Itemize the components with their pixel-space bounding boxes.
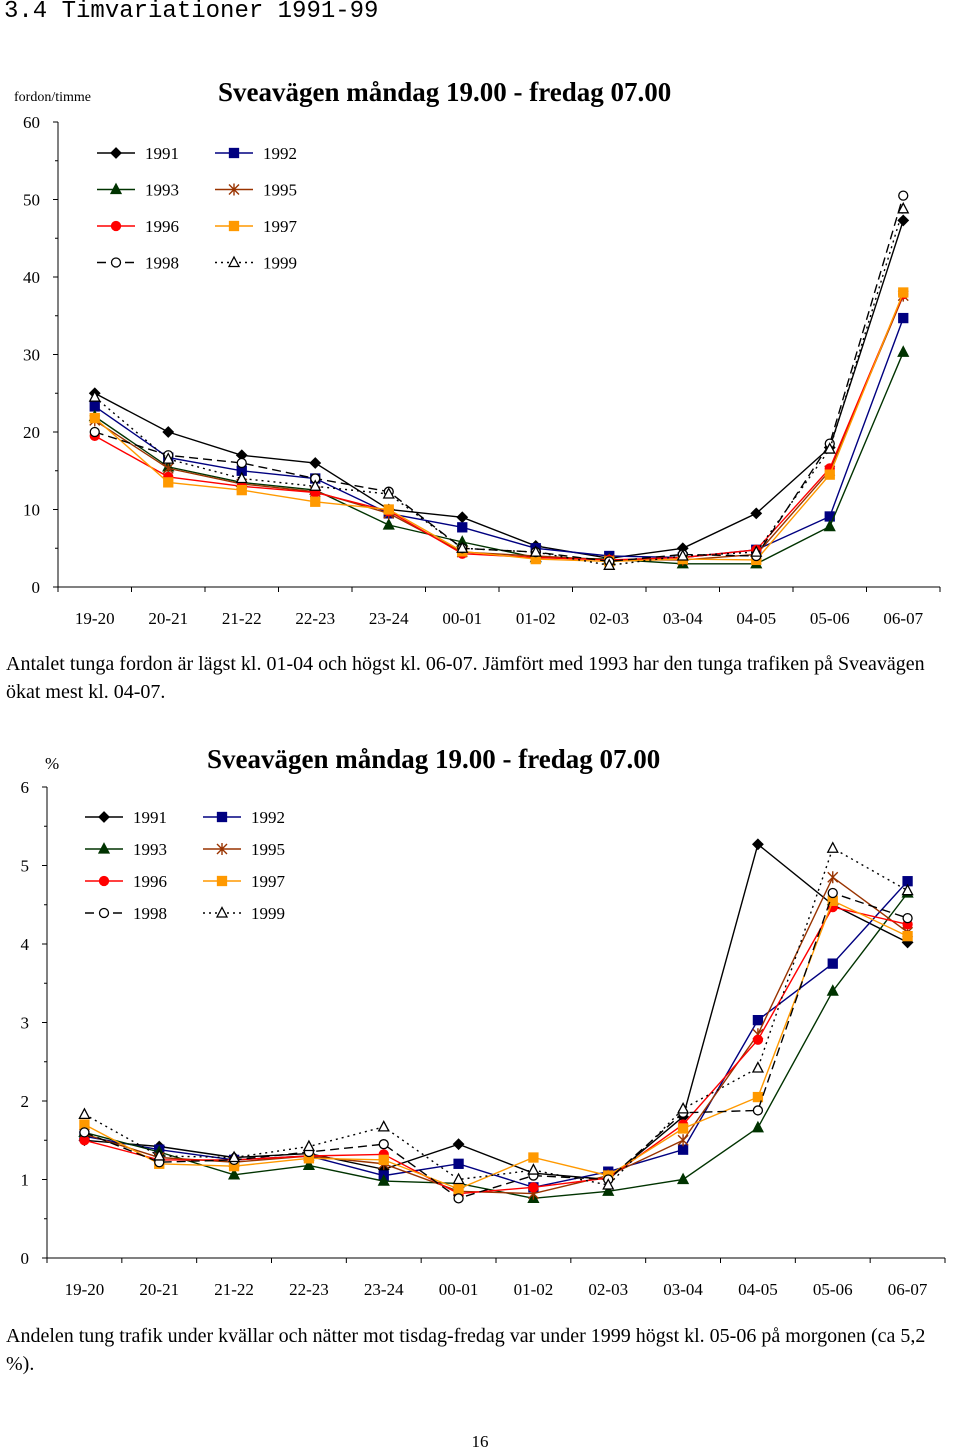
y-tick-label: 30 [23,345,40,365]
x-axis [47,1258,945,1299]
data-point [79,1109,89,1119]
legend-item-1997 [203,872,286,891]
legend-label: 1998 [145,253,179,273]
series-1992 [80,877,912,1192]
y-tick-label: 50 [23,190,40,210]
data-point [678,1134,688,1146]
paragraph-share: Andelen tung trafik under kvällar och nätter mot tisdag-fredag var under 1999 högst kl. 05-06 på morgonen (ca 5,2 %). [6,1325,926,1375]
data-point [528,1165,538,1175]
legend-label: 1991 [133,808,167,827]
data-point [454,1184,463,1193]
y-tick-label: 5 [20,856,29,876]
x-tick-label: 20-21 [148,609,189,628]
x-tick-label: 22-23 [289,1280,329,1299]
series-line [84,907,907,1194]
series-line [84,881,907,1187]
data-point [454,1159,463,1168]
legend-label: 1997 [263,217,297,236]
legend-label: 1995 [251,840,285,859]
data-point [753,1063,763,1073]
data-point [529,1153,538,1162]
data-point [828,871,838,883]
y-axis-unit-label: fordon/timme [14,90,91,105]
series-1993 [79,887,912,1202]
data-point [753,1093,762,1102]
y-tick-label: 2 [20,1092,29,1111]
series-line [84,893,907,1198]
series-1995 [79,871,912,1199]
x-tick-label: 05-06 [812,1280,853,1299]
data-point [828,959,837,968]
legend-marker [217,908,227,918]
x-tick-label: 02-03 [588,1280,629,1299]
y-tick-label: 0 [31,578,40,597]
x-tick-label: 03-04 [663,1280,703,1299]
x-tick-label: 04-05 [738,1280,778,1299]
y-tick-label: 6 [20,778,29,797]
legend-item-1996 [85,872,167,891]
legend-item-1998 [85,904,167,923]
legend-label: 1998 [133,904,167,923]
series-line [84,893,907,1198]
series-line [84,901,907,1189]
x-tick-label: 05-06 [809,609,850,628]
legend-marker [100,909,109,918]
legend-label: 1993 [133,840,167,859]
x-tick-label: 20-21 [139,1280,180,1299]
y-tick-label: 20 [23,423,40,442]
legend-marker [100,877,109,886]
x-tick-label: 23-24 [368,609,409,628]
legend-marker [99,844,109,854]
y-axis [21,778,48,1268]
y-tick-label: 40 [23,268,40,287]
legend-label: 1999 [263,253,297,273]
legend-label: 1999 [251,904,285,923]
legend [85,808,286,923]
x-tick-label: 06-07 [887,1280,928,1299]
y-tick-label: 3 [20,1013,29,1033]
legend-label: 1992 [251,808,285,827]
data-point [454,1139,464,1149]
data-point [379,1121,389,1131]
legend-item-1999 [203,904,285,923]
x-tick-label: 19-20 [74,609,115,628]
x-tick-label: 06-07 [883,609,924,628]
legend-label: 1992 [263,144,297,163]
legend-label: 1993 [145,180,179,200]
legend-item-1992 [203,808,285,827]
data-point [753,1122,763,1132]
y-tick-label: 0 [20,1249,29,1268]
x-tick-label: 21-22 [214,1280,254,1299]
data-point [903,914,912,923]
data-point [828,843,838,853]
x-tick-label: 03-04 [662,609,703,628]
data-point [903,932,912,941]
series-1999 [79,843,912,1189]
series-line [84,844,907,1179]
data-point [678,1174,688,1184]
x-tick-label: 00-01 [442,609,483,628]
y-tick-label: 4 [20,935,29,954]
series-1997 [80,896,912,1193]
chart-title: Sveavägen måndag 19.00 - fredag 07.00 [207,744,661,774]
y-tick-label: 60 [23,113,40,132]
x-tick-label: 04-05 [736,609,777,628]
legend-label: 1991 [145,144,179,163]
data-point [80,1128,89,1137]
series-1991 [79,839,912,1184]
legend-marker [218,877,227,886]
data-point [828,888,837,897]
data-point [379,1155,388,1164]
y-axis-unit-label: % [45,754,60,773]
series-lines [79,839,912,1203]
series-line [84,848,907,1185]
legend-marker [218,813,227,822]
x-tick-label: 02-03 [589,609,630,628]
data-point [304,1141,314,1151]
legend-item-1995 [203,840,285,859]
legend-label: 1996 [133,872,167,891]
x-tick-label: 23-24 [363,1280,404,1299]
y-tick-label: 1 [20,1170,29,1190]
legend-label: 1997 [251,872,285,891]
page-number: 16 [471,1432,489,1451]
data-point [679,1145,688,1154]
y-tick-label: 10 [23,500,40,520]
data-point [679,1124,688,1133]
data-point [529,1183,538,1192]
legend-label: 1996 [145,217,179,236]
x-tick-label: 19-20 [64,1280,105,1299]
data-point [454,1194,463,1203]
x-tick-label: 21-22 [221,609,262,628]
data-point [753,1035,762,1044]
page-heading: 3.4 Timvariationer 1991-99 [4,0,379,25]
data-point [903,885,913,895]
legend-item-1991 [85,808,167,827]
legend-marker [99,812,109,822]
chart-title: Sveavägen måndag 19.00 - fredag 07.00 [218,77,672,107]
x-tick-label: 22-23 [295,609,336,628]
x-tick-label: 01-02 [515,609,556,628]
data-point [753,1016,762,1025]
legend-label: 1995 [263,180,297,200]
legend-item-1993 [85,840,167,859]
x-tick-label: 01-02 [513,1280,554,1299]
x-tick-label: 00-01 [438,1280,479,1299]
data-point [379,1140,388,1149]
paragraph-vehicles: Antalet tunga fordon är lägst kl. 01-04 och högst kl. 06-07. Jämfört med 1993 har den tunga trafiken på Sveavägen ökat mest kl. 04-07. [6,653,925,703]
data-point [753,1106,762,1115]
